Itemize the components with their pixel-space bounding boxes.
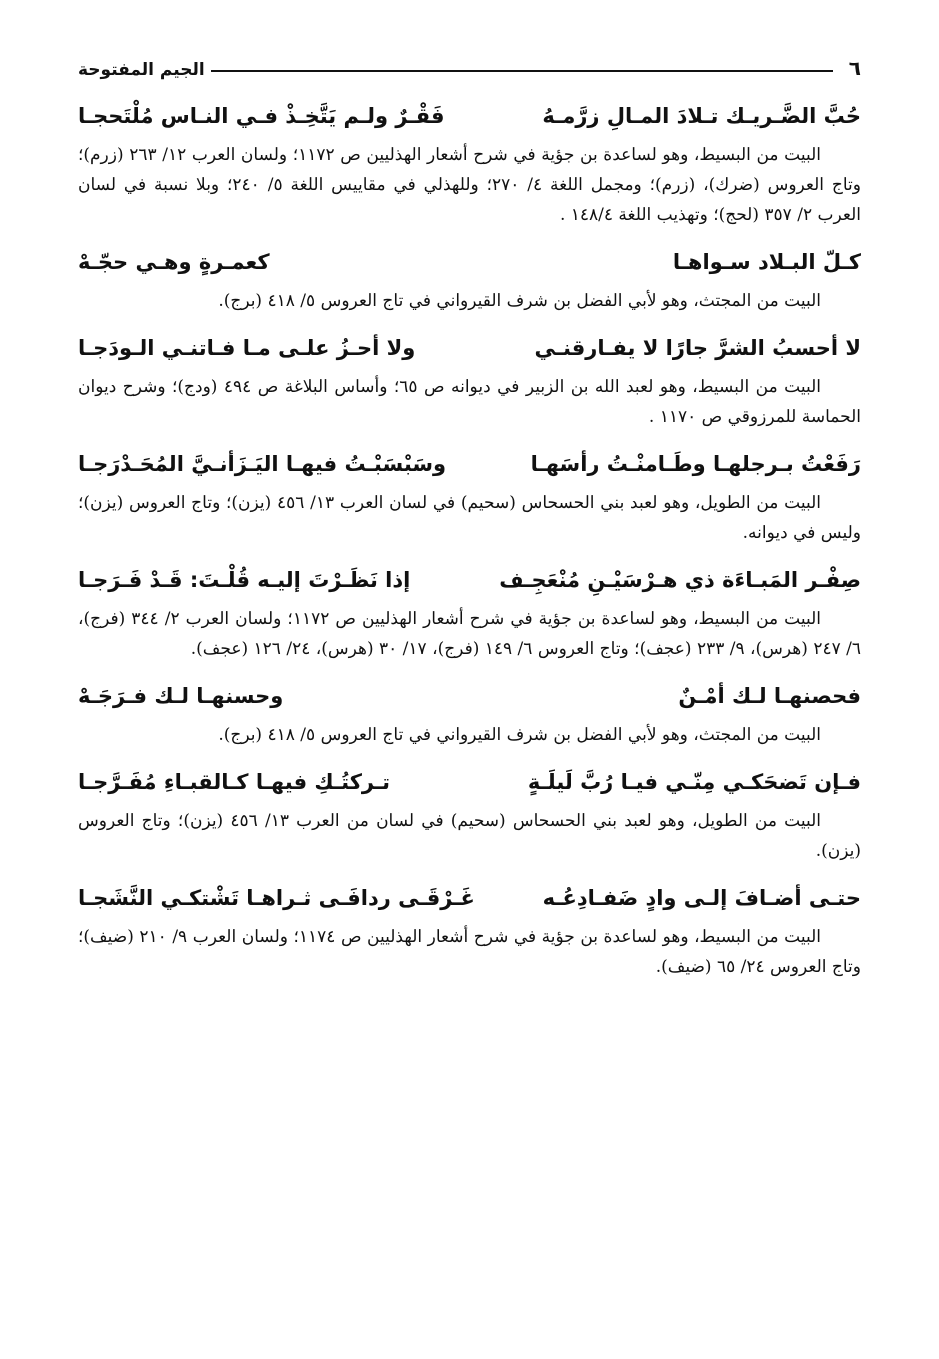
source-note: البيت من البسيط، وهو لعبد الله بن الزبير في ديوانه ص ٦٥؛ وأساس البلاغة ص ٤٩٤ (ودج)؛ وشرح ديوان الحماسة للمرزوقي ص ١١٧٠ . [78, 377, 861, 427]
hemistich-right: فـإن تَضحَكـي مِنّـي فيـا رُبَّ لَيلَـةٍ [527, 770, 861, 794]
hemistich-right: لا أحسبُ الشرَّ جارًا لا يفـارقنـي [534, 336, 861, 360]
poem-entry [78, 674, 861, 750]
verse-line [78, 240, 861, 284]
verse-line [78, 674, 861, 718]
verse-line [78, 442, 861, 486]
section-title: الجيم المفتوحة [78, 60, 205, 80]
source-note: البيت من البسيط، وهو لساعدة بن جؤية في شرح أشعار الهذليين ص ١١٧٢؛ ولسان العرب ١٢/ ٢٦٣ (زرم)؛ وتاج العروس (ضرك)، (زرم)؛ ومجمل اللغة ٤/ ٢٧٠؛ وللهذلي في مقاييس اللغة ٥/ ٢٤٠؛ وبلا نسبة في لسان العرب ٢/ ٣٥٧ (لحج)؛ وتهذيب اللغة ١٤٨/٤ . [78, 145, 861, 225]
hemistich-right: فحصنهـا لـك أمْـنٌ [678, 684, 861, 708]
verse-line [78, 558, 861, 602]
source-note: البيت من البسيط، وهو لساعدة بن جؤية في شرح أشعار الهذليين ص ١١٧٤؛ ولسان العرب ٩/ ٢١٠ (ضيف)؛ وتاج العروس ٢٤/ ٦٥ (ضيف). [78, 927, 861, 977]
verse-line [78, 94, 861, 138]
page-header [78, 50, 861, 80]
hemistich-left: إذا نَظَـرْتَ إليـه قُلْـتَ: قَـدْ فَـرَجـا [78, 568, 411, 592]
verse-line [78, 760, 861, 804]
hemistich-left: ولا أحـزُ علـى مـا فـاتنـي الـودَجـا [78, 336, 416, 360]
hemistich-left: غَـرْقَـى ردافَـى ثـراهـا تَشْتكـي النَّشَجـا [78, 886, 475, 910]
hemistich-left: وسَبْسَبْـتُ فيهـا اليَـزَأنـيَّ المُحَـدْرَجـا [78, 452, 447, 476]
source-note: البيت من الطويل، وهو لعبد بني الحسحاس (سحيم) في لسان العرب ١٣/ ٤٥٦ (يزن)؛ وتاج العروس (يزن)؛ وليس في ديوانه. [78, 493, 861, 543]
poem-entry [78, 442, 861, 548]
verse-line [78, 876, 861, 920]
poem-entry [78, 326, 861, 432]
header-rule [211, 70, 833, 72]
poem-entry [78, 240, 861, 316]
poem-entry [78, 760, 861, 866]
poem-entry [78, 94, 861, 230]
page-number: ٦ [848, 56, 861, 80]
source-note: البيت من الطويل، وهو لعبد بني الحسحاس (سحيم) في لسان من العرب ١٣/ ٤٥٦ (يزن)؛ وتاج العروس (يزن). [78, 811, 861, 861]
source-note: البيت من البسيط، وهو لساعدة بن جؤية في شرح أشعار الهذليين ص ١١٧٢؛ ولسان العرب ٢/ ٣٤٤ (فرج)، ٦/ ٢٤٧ (هرس)، ٩/ ٢٣٣ (عجف)؛ وتاج العروس ٦/ ١٤٩ (فرج)، ١٧/ ٣٠ (هرس)، ٢٤/ ١٢٦ (عجف). [78, 609, 861, 659]
hemistich-right: رَفَعْتُ بـرجلهـا وطَـامنْـتُ رأسَهـا [530, 452, 861, 476]
poem-entry [78, 558, 861, 664]
verse-line [78, 326, 861, 370]
hemistich-right: كـلّ البـلاد سـواهـا [672, 250, 861, 274]
poem-entry [78, 876, 861, 982]
hemistich-right: صِفْـر المَبـاءَة ذي هـرْسَيْـنِ مُنْعَجِـف [499, 568, 861, 592]
hemistich-left: تـركتُـكِ فيهـا كـالقبـاءِ مُفَـرَّجـا [78, 770, 391, 794]
source-note: البيت من المجتث، وهو لأبي الفضل بن شرف القيرواني في تاج العروس ٥/ ٤١٨ (برج). [218, 291, 821, 311]
hemistich-left: فَقْـرٌ ولـم يَتَّخِـذْ فـي النـاس مُلْتَحجـا [78, 104, 445, 128]
entries-list [78, 94, 861, 982]
hemistich-left: وحسنهـا لـك فـرَجَـهْ [78, 684, 284, 708]
hemistich-right: حتـى أضـافَ إلـى وادٍ ضَفـادِعُـه [542, 886, 861, 910]
source-note: البيت من المجتث، وهو لأبي الفضل بن شرف القيرواني في تاج العروس ٥/ ٤١٨ (برج). [218, 725, 821, 745]
hemistich-right: حُبَّ الضَّـريـك تـلادَ المـالِ زرَّمـهُ [542, 104, 861, 128]
hemistich-left: كعمـرةٍ وهـي حجّـهْ [78, 250, 270, 274]
